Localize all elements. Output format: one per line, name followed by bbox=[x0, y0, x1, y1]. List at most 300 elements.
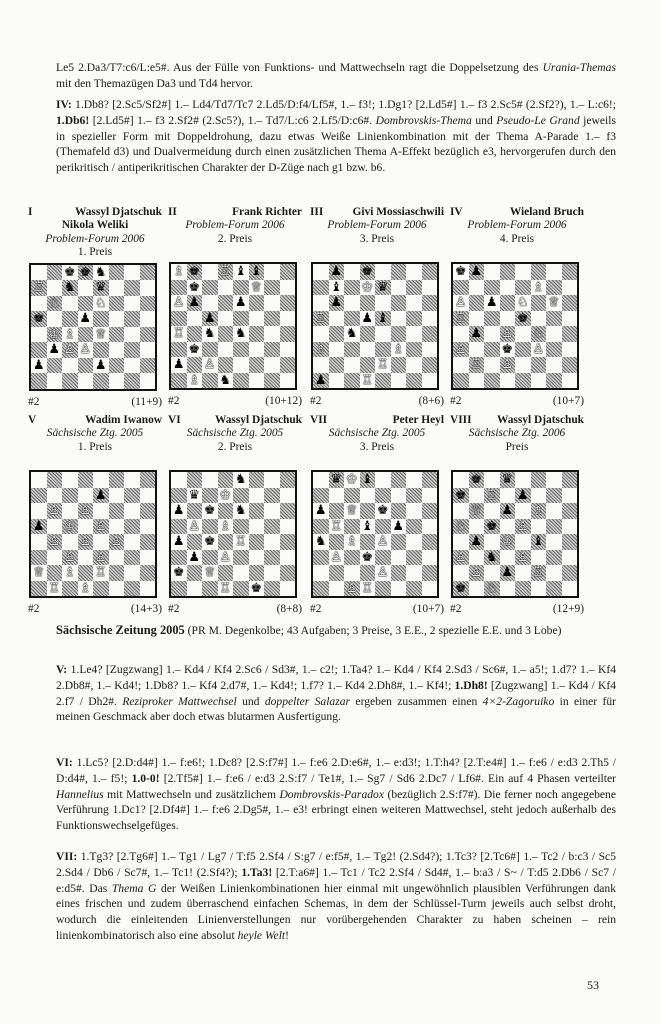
board-square bbox=[391, 581, 407, 597]
board-square bbox=[500, 550, 516, 566]
board-square bbox=[78, 373, 94, 389]
black-king-icon: ♚ bbox=[470, 472, 483, 487]
board-square bbox=[344, 280, 360, 296]
board-square bbox=[391, 503, 407, 519]
board-square bbox=[264, 357, 280, 373]
diagram-source: Problem-Forum 2006 bbox=[45, 232, 145, 245]
board-square bbox=[500, 581, 516, 597]
board-square bbox=[93, 342, 109, 358]
board-square bbox=[249, 311, 265, 327]
board-square bbox=[280, 488, 296, 504]
board-square bbox=[280, 326, 296, 342]
board-square bbox=[249, 326, 265, 342]
board-square bbox=[280, 311, 296, 327]
stipulation: #2 bbox=[168, 395, 180, 407]
board-square bbox=[47, 265, 63, 281]
board-square bbox=[313, 488, 329, 504]
diagram-footer bbox=[28, 603, 162, 617]
piece-count: (11+9) bbox=[131, 395, 162, 408]
board-square bbox=[140, 327, 156, 343]
board-square bbox=[280, 519, 296, 535]
board-square bbox=[78, 280, 94, 296]
diagram-footer bbox=[168, 603, 302, 617]
board-square bbox=[406, 295, 422, 311]
board-square bbox=[406, 534, 422, 550]
board-square bbox=[546, 565, 562, 581]
black-knight-icon: ♞ bbox=[63, 280, 76, 295]
vii-label: VII: bbox=[56, 850, 78, 863]
white-king-icon: ♔ bbox=[219, 487, 232, 503]
board-square bbox=[78, 519, 94, 535]
board-square bbox=[375, 488, 391, 504]
black-pawn-icon: ♟ bbox=[501, 565, 514, 580]
board-square bbox=[47, 280, 63, 296]
white-pawn-icon: ♙ bbox=[376, 565, 389, 580]
board-square bbox=[406, 581, 422, 597]
black-knight-icon: ♞ bbox=[485, 549, 498, 565]
diagram-header bbox=[168, 205, 308, 219]
board-square bbox=[344, 488, 360, 504]
vii-text-1: 1.Tg3? [2.Tg6#] 1.– Tg1 / Lg7 / T:f5 2.Sf4 / S:g7 / e:f5#, 1.– Tg2! (2.Sd4?); 1.Tc3? [2.Tc6#] 1.– Tc2 / b:c3 / Sc5 2.Sd4 / Db6 / Sc7#, 1.– Tc1! (2.Sf4?); bbox=[56, 850, 616, 879]
diagram-header bbox=[310, 413, 450, 427]
vi-text-4: (bezüglich 2.S:f7#). Die ferner noch angegebene Verführung 1.Dc1? [2.Df4#] 1.– f:e6 2.Dg5#, 1.– e3! erbringt einen weiteren Mattwechsel, steht jedoch außerhalb des Funktionswechselgefüges. bbox=[56, 787, 616, 833]
board-square bbox=[531, 373, 547, 389]
board-square bbox=[562, 565, 578, 581]
board-square bbox=[344, 342, 360, 358]
diagram-source: Problem-Forum 2006 bbox=[467, 219, 567, 231]
chess-board bbox=[311, 262, 439, 390]
board-square bbox=[187, 472, 203, 488]
board-square bbox=[562, 503, 578, 519]
board-square bbox=[329, 565, 345, 581]
board-square bbox=[62, 488, 78, 504]
board-square bbox=[202, 519, 218, 535]
white-bishop-icon: ♗ bbox=[392, 341, 405, 357]
board-square bbox=[233, 488, 249, 504]
board-square bbox=[249, 295, 265, 311]
board-square bbox=[140, 373, 156, 389]
diagram-source: Sächsische Ztg. 2005 bbox=[186, 427, 284, 439]
white-pawn-icon: ♙ bbox=[345, 580, 358, 596]
black-pawn-icon: ♟ bbox=[314, 372, 327, 388]
board-square bbox=[109, 280, 125, 296]
white-pawn-icon: ♙ bbox=[219, 549, 232, 565]
board-square bbox=[280, 472, 296, 488]
stipulation: #2 bbox=[450, 603, 462, 615]
white-rook-icon: ♖ bbox=[48, 580, 61, 596]
board-square bbox=[249, 519, 265, 535]
board-square bbox=[78, 472, 94, 488]
stipulation: #2 bbox=[310, 603, 322, 615]
chess-board bbox=[29, 470, 157, 598]
board-square bbox=[280, 581, 296, 597]
board-square bbox=[109, 311, 125, 327]
chess-board bbox=[169, 470, 297, 598]
board-square bbox=[249, 472, 265, 488]
white-bishop-icon: ♗ bbox=[188, 372, 201, 388]
iv-theme-2: Pseudo-Le Grand bbox=[496, 113, 580, 127]
stipulation: #2 bbox=[450, 395, 462, 407]
board-square bbox=[500, 373, 516, 389]
board-square bbox=[233, 311, 249, 327]
board-square bbox=[187, 565, 203, 581]
board-square bbox=[500, 264, 516, 280]
board-square bbox=[47, 358, 63, 374]
board-square bbox=[422, 342, 438, 358]
diagram-source: Problem-Forum 2006 bbox=[327, 219, 427, 231]
board-square bbox=[171, 342, 187, 358]
board-square bbox=[171, 488, 187, 504]
board-square bbox=[109, 373, 125, 389]
black-king-icon: ♚ bbox=[361, 264, 374, 279]
board-square bbox=[187, 581, 203, 597]
board-square bbox=[360, 534, 376, 550]
white-pawn-icon: ♙ bbox=[94, 549, 107, 565]
board-square bbox=[78, 565, 94, 581]
board-square bbox=[546, 519, 562, 535]
board-square bbox=[78, 550, 94, 566]
black-pawn-icon: ♟ bbox=[94, 357, 107, 373]
board-square bbox=[562, 326, 578, 342]
board-square bbox=[562, 295, 578, 311]
board-square bbox=[546, 357, 562, 373]
problem-diagram-6 bbox=[168, 413, 308, 617]
board-square bbox=[515, 581, 531, 597]
board-square bbox=[140, 472, 156, 488]
diagram-number: VII bbox=[310, 414, 328, 426]
paragraph-vi bbox=[56, 755, 616, 834]
board-square bbox=[218, 295, 234, 311]
board-square bbox=[484, 326, 500, 342]
white-pawn-icon: ♙ bbox=[63, 342, 76, 357]
black-pawn-icon: ♟ bbox=[172, 357, 185, 372]
board-square bbox=[422, 373, 438, 389]
board-square bbox=[391, 488, 407, 504]
board-square bbox=[391, 280, 407, 296]
board-square bbox=[546, 581, 562, 597]
black-pawn-icon: ♟ bbox=[94, 487, 107, 503]
board-square bbox=[93, 581, 109, 597]
board-square bbox=[187, 311, 203, 327]
board-square bbox=[546, 311, 562, 327]
diagram-source: Sächsische Ztg. 2005 bbox=[46, 427, 144, 439]
board-square bbox=[515, 373, 531, 389]
board-square bbox=[391, 311, 407, 327]
composer-name: Wadim Iwanow bbox=[85, 414, 162, 426]
board-square bbox=[171, 280, 187, 296]
black-pawn-icon: ♟ bbox=[470, 534, 483, 549]
black-pawn-icon: ♟ bbox=[501, 503, 514, 518]
board-square bbox=[469, 550, 485, 566]
v-key-move: 1.Dh8! bbox=[454, 678, 488, 692]
board-square bbox=[171, 519, 187, 535]
board-square bbox=[78, 488, 94, 504]
board-square bbox=[500, 488, 516, 504]
black-pawn-icon: ♟ bbox=[188, 295, 201, 310]
vii-key-move: 1.Ta3! bbox=[241, 865, 273, 879]
white-rook-icon: ♖ bbox=[172, 326, 185, 341]
board-square bbox=[360, 565, 376, 581]
black-knight-icon: ♞ bbox=[219, 372, 232, 388]
board-square bbox=[453, 357, 469, 373]
board-square bbox=[47, 488, 63, 504]
board-square bbox=[249, 550, 265, 566]
diagram-prize: 1. Preis bbox=[77, 246, 113, 258]
board-square bbox=[360, 295, 376, 311]
diagram-header bbox=[450, 413, 590, 427]
board-square bbox=[171, 472, 187, 488]
black-queen-icon: ♛ bbox=[330, 472, 343, 487]
board-square bbox=[264, 550, 280, 566]
board-square bbox=[140, 311, 156, 327]
white-king-icon: ♔ bbox=[501, 534, 514, 549]
board-square bbox=[562, 280, 578, 296]
board-square bbox=[233, 565, 249, 581]
board-square bbox=[171, 373, 187, 389]
co-composer-name: Nikola Weliki bbox=[61, 219, 129, 231]
white-queen-icon: ♕ bbox=[203, 565, 216, 580]
board-square bbox=[140, 550, 156, 566]
board-square bbox=[531, 357, 547, 373]
board-square bbox=[31, 534, 47, 550]
chess-board bbox=[451, 470, 579, 598]
board-square bbox=[264, 280, 280, 296]
white-pawn-icon: ♙ bbox=[79, 534, 92, 549]
board-square bbox=[360, 357, 376, 373]
v-label: V: bbox=[56, 663, 68, 676]
board-square bbox=[202, 373, 218, 389]
page-number: 53 bbox=[587, 978, 599, 992]
board-square bbox=[249, 503, 265, 519]
board-square bbox=[124, 358, 140, 374]
black-pawn-icon: ♟ bbox=[32, 357, 45, 373]
board-square bbox=[484, 373, 500, 389]
white-rook-icon: ♖ bbox=[532, 565, 545, 580]
board-square bbox=[453, 534, 469, 550]
vii-text-2: [2.T:a6#] 1.– Tc1 / Tc2 2.Sf4 / Sd4#, 1.– b:a3 / S~ / T:d5 2.Db6 / Sc7 / e:d5#. Das bbox=[56, 865, 616, 895]
board-square bbox=[62, 373, 78, 389]
board-square bbox=[124, 311, 140, 327]
black-king-icon: ♚ bbox=[172, 565, 185, 580]
black-pawn-icon: ♟ bbox=[516, 487, 529, 503]
stipulation: #2 bbox=[28, 603, 40, 615]
black-pawn-icon: ♟ bbox=[172, 534, 185, 549]
board-square bbox=[140, 342, 156, 358]
board-square bbox=[515, 503, 531, 519]
board-square bbox=[406, 264, 422, 280]
board-square bbox=[453, 373, 469, 389]
board-square bbox=[140, 565, 156, 581]
board-square bbox=[249, 488, 265, 504]
board-square bbox=[391, 326, 407, 342]
diagram-number: I bbox=[28, 206, 33, 218]
diagram-prize: 3. Preis bbox=[359, 232, 395, 245]
board-square bbox=[124, 488, 140, 504]
board-square bbox=[31, 296, 47, 312]
diagram-footer bbox=[450, 395, 584, 409]
board-square bbox=[562, 488, 578, 504]
white-pawn-icon: ♙ bbox=[110, 534, 123, 549]
board-square bbox=[329, 581, 345, 597]
black-queen-icon: ♛ bbox=[376, 279, 389, 295]
board-square bbox=[124, 472, 140, 488]
board-square bbox=[406, 488, 422, 504]
board-square bbox=[124, 296, 140, 312]
problem-diagram-3 bbox=[310, 205, 450, 409]
board-square bbox=[375, 326, 391, 342]
diagram-number: VI bbox=[168, 414, 181, 426]
black-king-icon: ♚ bbox=[501, 341, 514, 357]
piece-count: (8+6) bbox=[418, 395, 444, 407]
black-bishop-icon: ♝ bbox=[361, 518, 374, 534]
board-square bbox=[375, 519, 391, 535]
board-square bbox=[31, 342, 47, 358]
iv-key-move: 1.Db6! bbox=[56, 113, 90, 127]
board-square bbox=[562, 519, 578, 535]
board-square bbox=[562, 357, 578, 373]
black-pawn-icon: ♟ bbox=[330, 264, 343, 279]
vi-theme-2: Dombrovskis-Paradox bbox=[279, 787, 384, 801]
black-pawn-icon: ♟ bbox=[234, 295, 247, 310]
piece-count: (10+7) bbox=[552, 395, 584, 407]
black-pawn-icon: ♟ bbox=[172, 503, 185, 518]
white-bishop-icon: ♗ bbox=[532, 279, 545, 295]
board-square bbox=[344, 550, 360, 566]
board-square bbox=[484, 357, 500, 373]
problem-diagram-4 bbox=[450, 205, 590, 409]
black-queen-icon: ♛ bbox=[94, 280, 107, 295]
intro-theme-name: Urania-Themas bbox=[542, 61, 616, 74]
paragraph-iv bbox=[56, 97, 616, 176]
white-rook-icon: ♖ bbox=[219, 264, 232, 279]
board-square bbox=[375, 550, 391, 566]
black-king-icon: ♚ bbox=[203, 503, 216, 518]
board-square bbox=[202, 280, 218, 296]
board-square bbox=[31, 373, 47, 389]
board-square bbox=[280, 565, 296, 581]
board-square bbox=[500, 295, 516, 311]
board-square bbox=[187, 326, 203, 342]
white-rook-icon: ♖ bbox=[314, 310, 327, 326]
board-square bbox=[391, 534, 407, 550]
v-theme-2: doppelter Salazar bbox=[264, 694, 351, 708]
board-square bbox=[233, 357, 249, 373]
board-square bbox=[469, 311, 485, 327]
board-square bbox=[218, 472, 234, 488]
black-king-icon: ♚ bbox=[188, 279, 201, 295]
board-square bbox=[124, 550, 140, 566]
board-square bbox=[391, 295, 407, 311]
board-square bbox=[264, 342, 280, 358]
board-square bbox=[406, 472, 422, 488]
problem-diagram-8 bbox=[450, 413, 590, 617]
board-square bbox=[562, 373, 578, 389]
black-pawn-icon: ♟ bbox=[188, 549, 201, 565]
board-square bbox=[93, 534, 109, 550]
board-square bbox=[313, 472, 329, 488]
black-knight-icon: ♞ bbox=[203, 326, 216, 341]
board-square bbox=[515, 472, 531, 488]
board-square bbox=[124, 581, 140, 597]
piece-count: (14+3) bbox=[130, 603, 162, 615]
chess-board bbox=[29, 263, 157, 391]
black-knight-icon: ♞ bbox=[234, 472, 247, 487]
board-square bbox=[109, 488, 125, 504]
black-king-icon: ♚ bbox=[485, 518, 498, 534]
board-square bbox=[515, 326, 531, 342]
white-pawn-icon: ♙ bbox=[516, 549, 529, 565]
diagram-footer bbox=[310, 395, 444, 409]
board-square bbox=[406, 280, 422, 296]
diagram-prize: 2. Preis bbox=[217, 440, 253, 453]
black-king-icon: ♚ bbox=[32, 311, 45, 326]
board-square bbox=[344, 565, 360, 581]
board-square bbox=[484, 472, 500, 488]
board-square bbox=[484, 565, 500, 581]
white-pawn-icon: ♙ bbox=[48, 534, 61, 549]
stipulation: #2 bbox=[310, 395, 322, 407]
board-square bbox=[264, 565, 280, 581]
black-king-icon: ♚ bbox=[250, 580, 263, 596]
board-square bbox=[264, 472, 280, 488]
board-square bbox=[469, 519, 485, 535]
board-square bbox=[109, 519, 125, 535]
diagram-number: II bbox=[168, 206, 177, 218]
board-square bbox=[360, 326, 376, 342]
board-square bbox=[422, 472, 438, 488]
v-text-5: in einer für meinen Geschmack aber doch etwas blutarmen Ausfertigung. bbox=[56, 694, 617, 724]
board-square bbox=[546, 550, 562, 566]
board-square bbox=[280, 280, 296, 296]
board-square bbox=[546, 264, 562, 280]
black-queen-icon: ♛ bbox=[188, 487, 201, 503]
board-square bbox=[391, 472, 407, 488]
paragraph-v bbox=[56, 662, 616, 725]
board-square bbox=[406, 311, 422, 327]
board-square bbox=[546, 534, 562, 550]
board-square bbox=[264, 311, 280, 327]
board-square bbox=[422, 488, 438, 504]
vii-theme-1: Thema G bbox=[111, 881, 157, 895]
board-square bbox=[329, 488, 345, 504]
white-pawn-icon: ♙ bbox=[501, 326, 514, 341]
board-square bbox=[140, 503, 156, 519]
white-rook-icon: ♖ bbox=[485, 487, 498, 503]
white-queen-icon: ♕ bbox=[94, 326, 107, 342]
board-square bbox=[531, 295, 547, 311]
white-knight-icon: ♘ bbox=[48, 295, 61, 311]
board-square bbox=[264, 503, 280, 519]
board-square bbox=[264, 326, 280, 342]
white-pawn-icon: ♙ bbox=[501, 357, 514, 372]
composer-name: Wassyl Djatschuk bbox=[496, 414, 584, 426]
board-square bbox=[406, 503, 422, 519]
board-square bbox=[124, 265, 140, 281]
board-square bbox=[484, 280, 500, 296]
white-queen-icon: ♕ bbox=[547, 295, 560, 310]
section-details: (PR M. Degenkolbe; 43 Aufgaben; 3 Preise, 3 E.E., 2 spezielle E.E. und 3 Lobe) bbox=[184, 624, 562, 637]
diagram-source: Sächsische Ztg. 2005 bbox=[328, 427, 426, 439]
board-square bbox=[140, 534, 156, 550]
board-square bbox=[329, 534, 345, 550]
board-square bbox=[375, 373, 391, 389]
board-square bbox=[187, 534, 203, 550]
white-bishop-icon: ♗ bbox=[219, 518, 232, 534]
board-square bbox=[422, 326, 438, 342]
board-square bbox=[280, 295, 296, 311]
white-pawn-icon: ♙ bbox=[376, 534, 389, 549]
board-square bbox=[329, 357, 345, 373]
